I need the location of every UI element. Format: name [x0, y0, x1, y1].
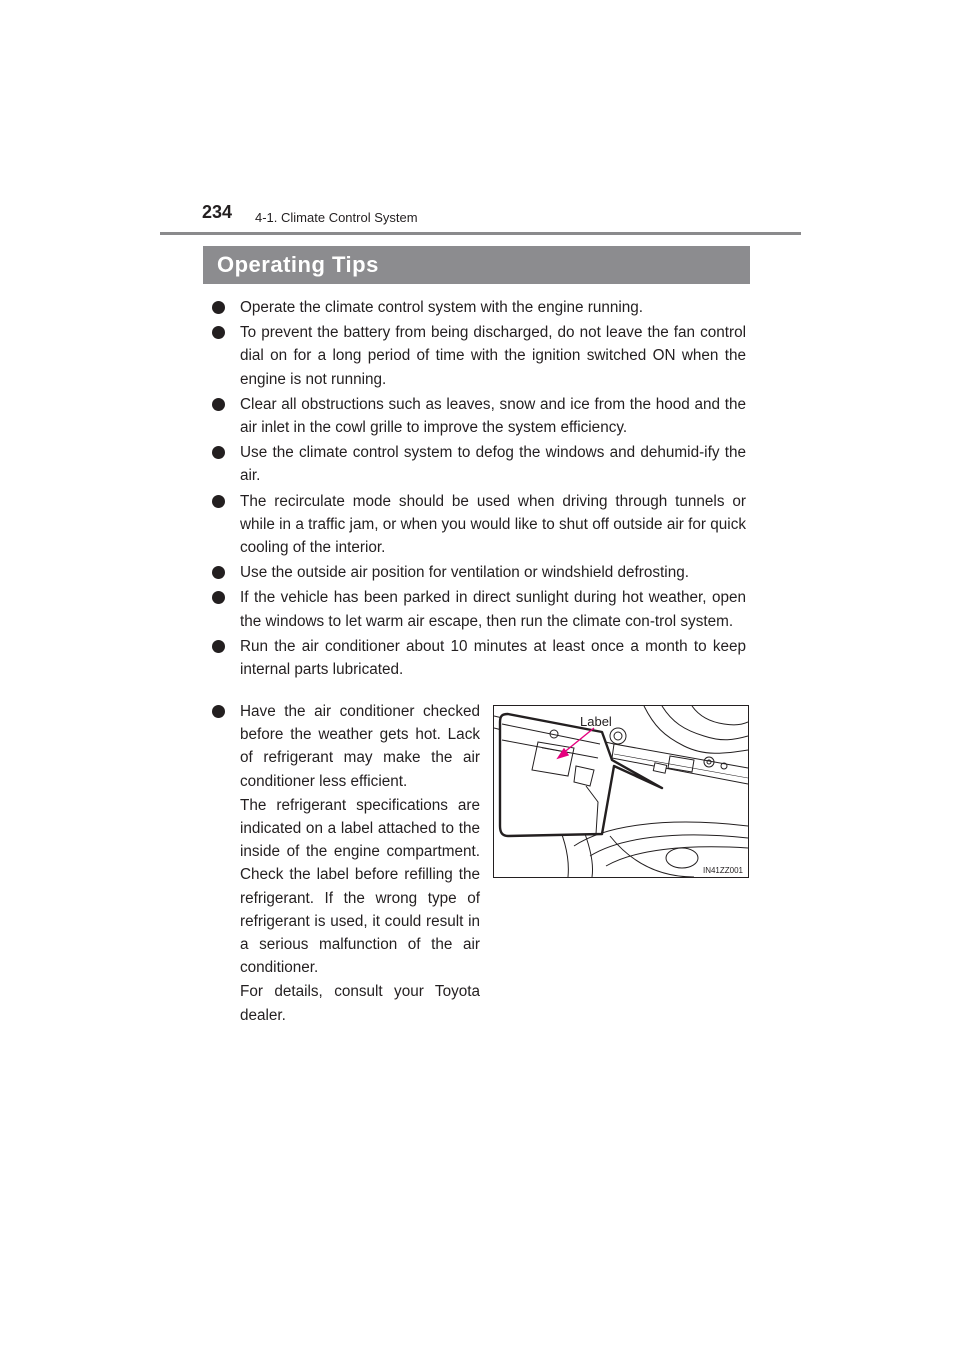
engine-compartment-drawing — [494, 706, 748, 877]
section-title: Operating Tips — [203, 246, 750, 284]
list-item: To prevent the battery from being discharged, do not leave the fan control dial on for a long period of time with the ignition switched ON when the engine is not running. — [210, 321, 746, 391]
bullet-icon — [212, 705, 225, 718]
list-item: Use the climate control system to defog the windows and dehumid-ify the air. — [210, 441, 746, 487]
bullet-icon — [212, 326, 225, 339]
list-item: Use the outside air position for ventilation or windshield defrosting. — [210, 561, 746, 584]
bullet-icon — [212, 398, 225, 411]
list-item: Operate the climate control system with the engine running. — [210, 296, 746, 319]
bullet-icon — [212, 566, 225, 579]
list-item: Clear all obstructions such as leaves, snow and ice from the hood and the air inlet in the cowl grille to improve the system efficiency. — [210, 393, 746, 439]
list-item: The recirculate mode should be used when driving through tunnels or while in a traffic jam, or when you would like to shut off outside air for quick cooling of the interior. — [210, 490, 746, 560]
header-divider — [160, 232, 801, 235]
bullet-icon — [212, 446, 225, 459]
list-item: If the vehicle has been parked in direct sunlight during hot weather, open the windows to let warm air escape, then run the climate con-trol system. — [210, 586, 746, 632]
refrigerant-tip-spec: The refrigerant specifications are indicated on a label attached to the inside of the engine compartment. Check the label before refilling the refrigerant. If the wrong type of refrigerant is used, it could result in a serious malfunction of the air conditioner. — [240, 796, 480, 977]
section-reference: 4-1. Climate Control System — [255, 210, 418, 225]
list-item: Run the air conditioner about 10 minutes at least once a month to keep internal parts lubricated. — [210, 635, 746, 681]
tips-list — [210, 296, 746, 683]
page-header — [160, 196, 801, 236]
bullet-icon — [212, 591, 225, 604]
refrigerant-tip — [210, 700, 480, 1028]
figure-label: Label — [580, 714, 612, 729]
refrigerant-tip-intro: Have the air conditioner checked before the weather gets hot. Lack of refrigerant may make the air conditioner less efficient. — [240, 703, 480, 790]
bullet-icon — [212, 301, 225, 314]
page-number: 234 — [202, 202, 233, 222]
refrigerant-tip-dealer: For details, consult your Toyota dealer. — [240, 983, 480, 1024]
figure-code: IN41ZZ001 — [702, 866, 743, 875]
engine-compartment-illustration — [493, 705, 749, 878]
bullet-icon — [212, 640, 225, 653]
bullet-icon — [212, 495, 225, 508]
